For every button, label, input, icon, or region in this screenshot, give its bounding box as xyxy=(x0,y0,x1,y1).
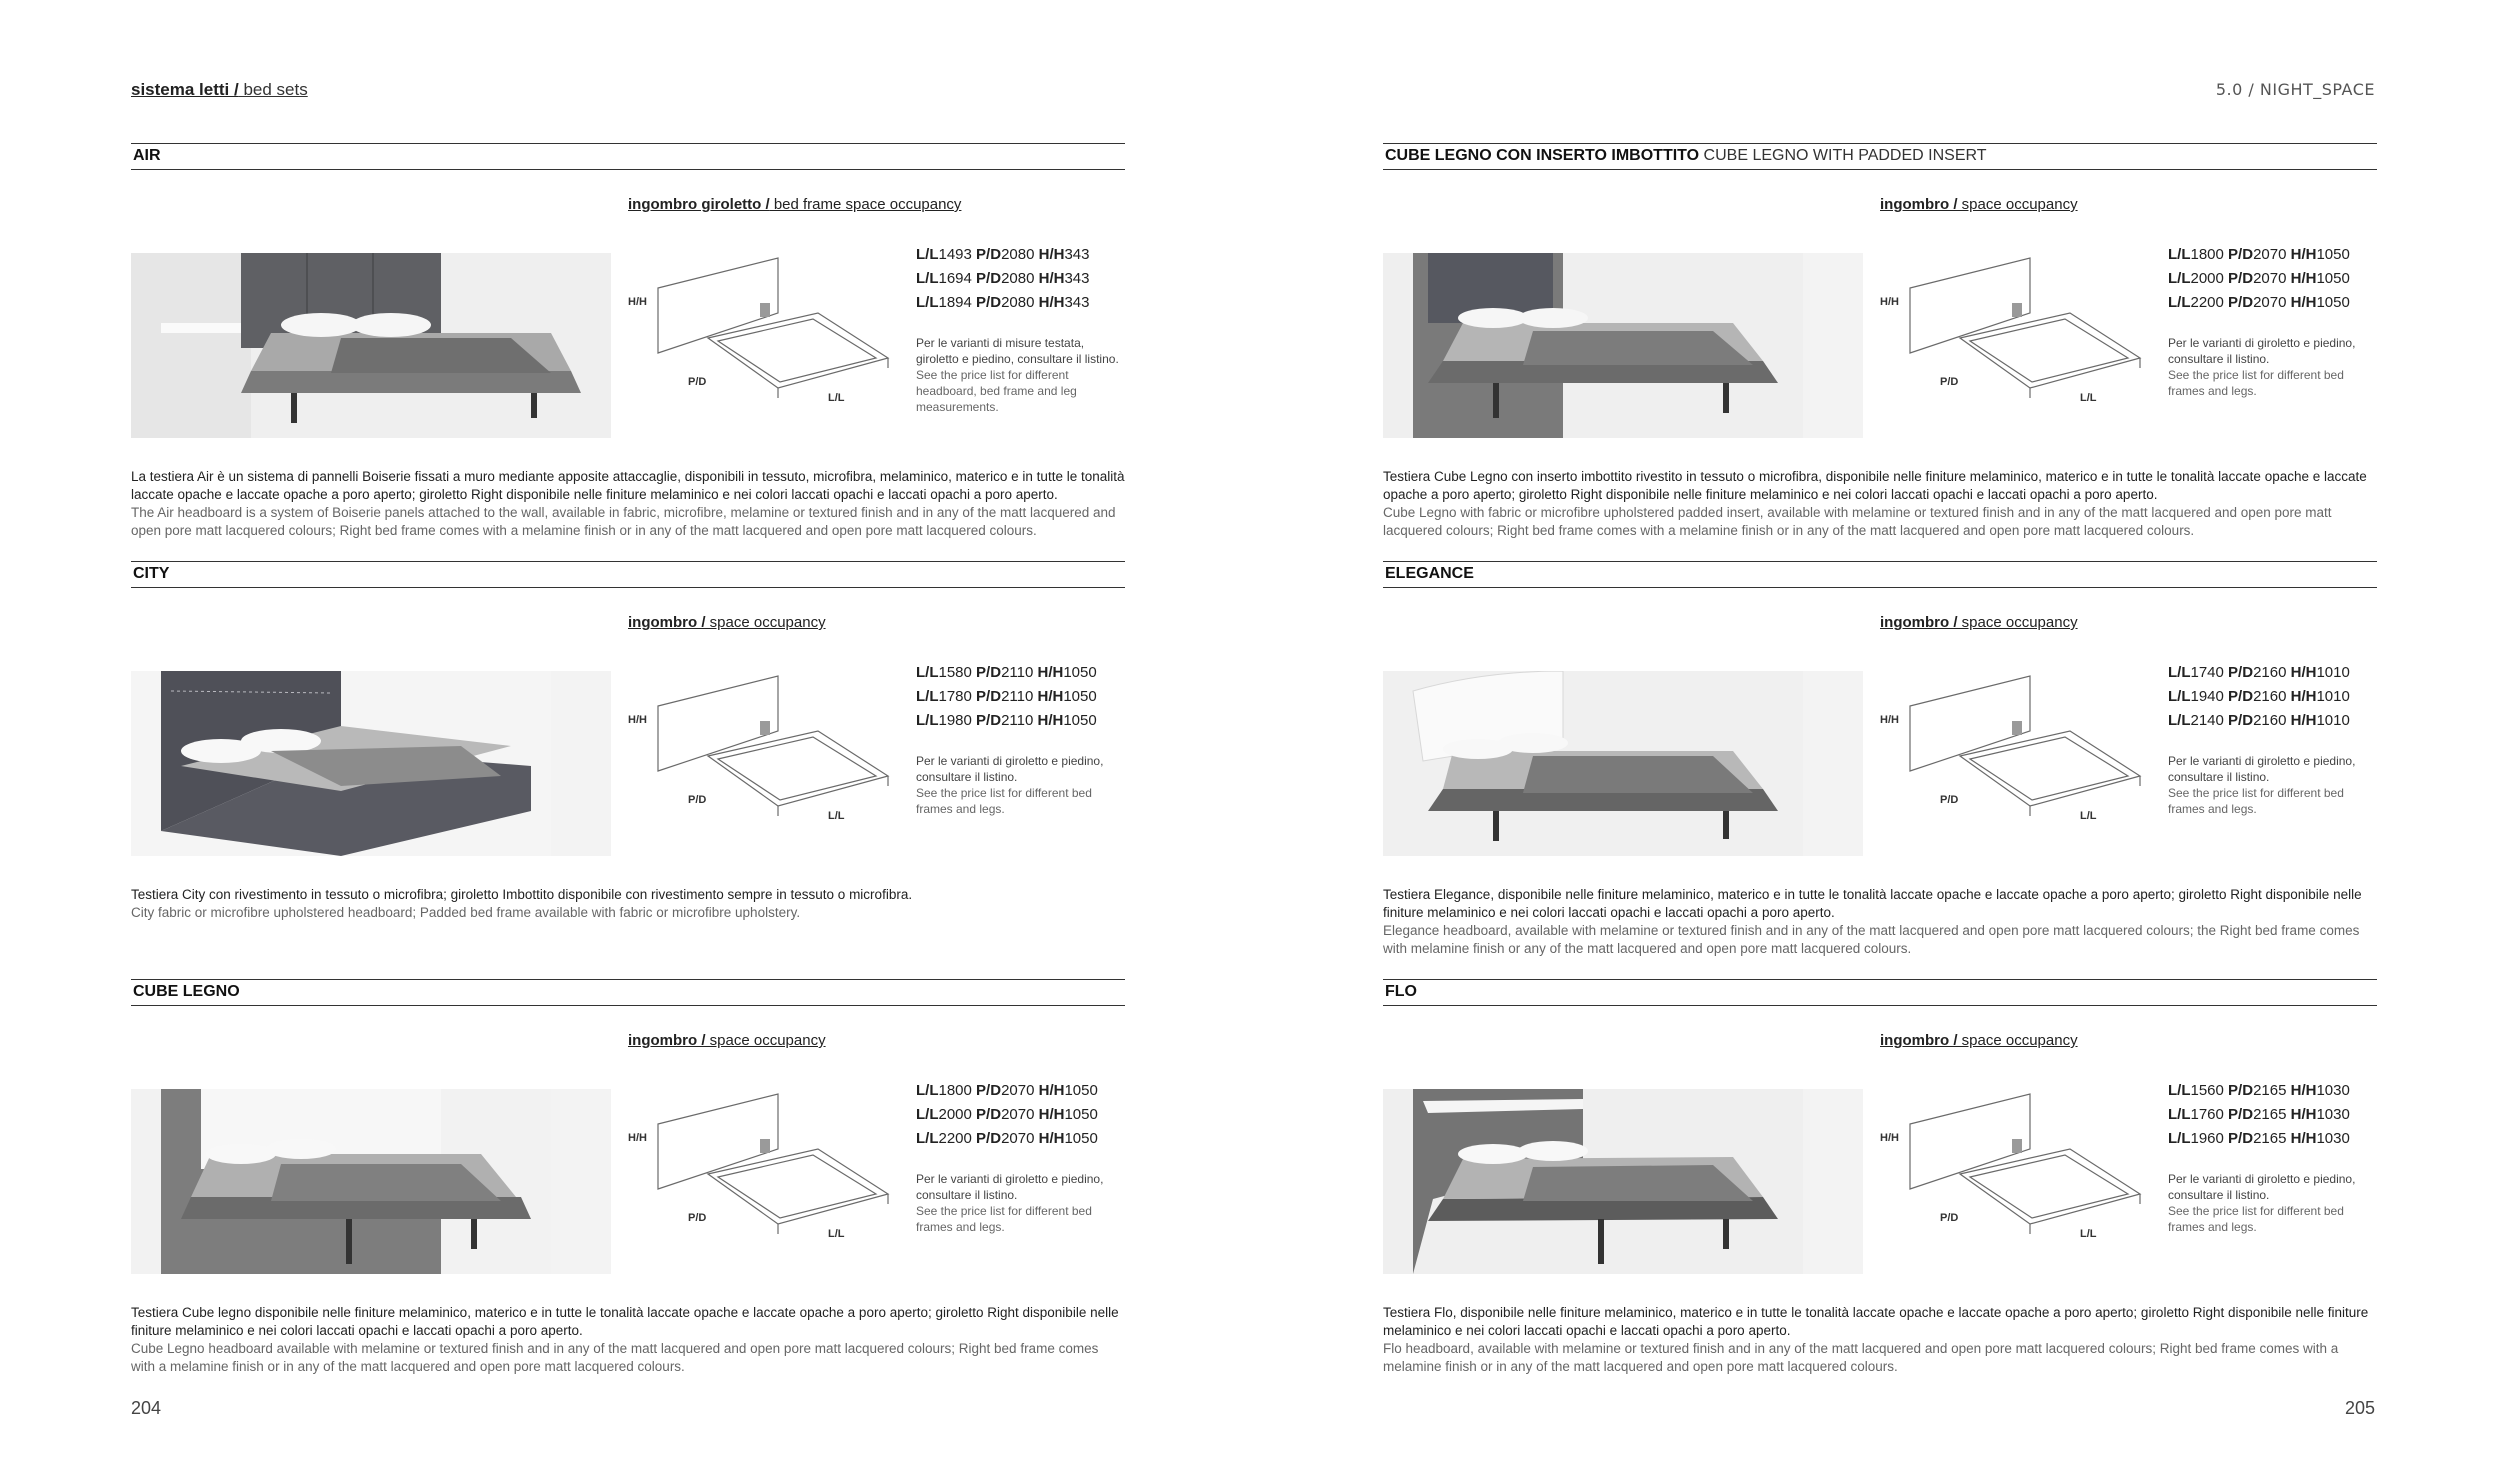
section-title-main: FLO xyxy=(1385,983,1417,1000)
section-title xyxy=(133,147,161,165)
section-description xyxy=(1383,1304,2377,1376)
dimension-row xyxy=(916,267,1089,291)
dim-l-value: 2000 xyxy=(938,1106,972,1123)
section-title xyxy=(133,565,169,583)
description-en: Cube Legno headboard available with melamine or textured finish and in any of the matt lacquered and open pore matt lacquered colours; Right bed frame comes with a melamine finish or in any of the matt lacquered and open pore matt lacquered colours. xyxy=(131,1341,1099,1374)
dim-p-label: P/D xyxy=(976,246,1002,263)
dim-l-label: L/L xyxy=(916,270,939,287)
dim-h-label: H/H xyxy=(2290,1082,2317,1099)
running-head-bold: sistema letti / xyxy=(131,80,239,99)
dimensions-note-en: See the price list for different headboard, bed frame and leg measurements. xyxy=(916,368,1077,414)
section-description xyxy=(131,886,1125,922)
section-header xyxy=(131,143,1125,170)
section-header xyxy=(1383,979,2377,1006)
dim-h-label: H/H xyxy=(1037,688,1064,705)
dim-p-label: P/D xyxy=(976,1106,1002,1123)
occupancy-caption-bold: ingombro / xyxy=(1880,1032,1958,1049)
dim-l-label: L/L xyxy=(916,688,939,705)
dim-p-value: 2110 xyxy=(1001,664,1034,681)
dim-l-label: L/L xyxy=(2168,246,2191,263)
dim-p-value: 2160 xyxy=(2253,688,2287,705)
dimension-row xyxy=(916,709,1097,733)
running-head-light: bed sets xyxy=(238,80,308,99)
dim-l-label: L/L xyxy=(2168,664,2191,681)
dim-h-value: 343 xyxy=(1064,294,1090,311)
dim-l-label: L/L xyxy=(916,294,939,311)
diagram-label-l: L/L xyxy=(828,1228,845,1240)
dimensions-list xyxy=(2168,243,2350,315)
dim-l-value: 1694 xyxy=(938,270,972,287)
diagram-label-h: H/H xyxy=(1880,1132,1899,1144)
dim-h-value: 1050 xyxy=(2316,294,2350,311)
dim-h-value: 1030 xyxy=(2316,1106,2350,1123)
description-it: Testiera Elegance, disponibile nelle finiture melaminico, materico e in tutte le tonalità laccate opache e laccate opache a poro aperto; giroletto Right disponibile nelle finiture melaminico e nei colori laccati opachi e laccati opachi a poro aperto. xyxy=(1383,887,2362,920)
dim-h-value: 1050 xyxy=(1063,688,1097,705)
dim-l-label: L/L xyxy=(2168,1082,2191,1099)
dimensions-note-it: Per le varianti di giroletto e piedino, consultare il listino. xyxy=(2168,754,2356,784)
diagram-label-h: H/H xyxy=(1880,714,1899,726)
dimension-row xyxy=(2168,291,2350,315)
bed-photo xyxy=(131,253,611,438)
space-occupancy-diagram xyxy=(1880,1079,2160,1249)
dimension-row xyxy=(2168,267,2350,291)
occupancy-caption xyxy=(628,1032,826,1049)
dimensions-note xyxy=(916,335,1121,415)
bed-photo xyxy=(1383,671,1863,856)
section-flo xyxy=(1383,979,2377,1397)
dim-l-value: 1760 xyxy=(2190,1106,2224,1123)
dim-h-value: 1050 xyxy=(1063,664,1097,681)
dim-l-value: 1980 xyxy=(938,712,972,729)
dim-l-label: L/L xyxy=(916,712,939,729)
dim-h-value: 1050 xyxy=(1064,1082,1098,1099)
dimensions-note xyxy=(2168,1171,2373,1235)
diagram-label-p: P/D xyxy=(1940,376,1959,388)
occupancy-caption xyxy=(628,614,826,631)
diagram-label-p: P/D xyxy=(688,376,707,388)
bed-photo xyxy=(1383,1089,1863,1274)
space-occupancy-diagram xyxy=(628,1079,908,1249)
description-en: The Air headboard is a system of Boiserie panels attached to the wall, available in fabric, microfibre, melamine or textured finish and in any of the matt lacquered and open pore matt lacquered colours; Right bed frame comes with a melamine finish or in any of the matt lacquered and open pore matt lacquered colours. xyxy=(131,505,1116,538)
section-description xyxy=(1383,886,2377,958)
dimension-row xyxy=(916,1127,1098,1151)
dim-h-label: H/H xyxy=(1038,1130,1065,1147)
dim-l-value: 1780 xyxy=(938,688,972,705)
dim-h-label: H/H xyxy=(2290,1130,2317,1147)
dim-h-value: 1010 xyxy=(2316,664,2350,681)
description-it: Testiera Cube legno disponibile nelle finiture melaminico, materico e in tutte le tonalità laccate opache e laccate opache a poro aperto; giroletto Right disponibile nelle finiture melaminico e nei colori laccati opachi e laccati opachi a poro aperto. xyxy=(131,1305,1119,1338)
dimension-row xyxy=(2168,661,2350,685)
dim-p-value: 2165 xyxy=(2253,1082,2287,1099)
dim-p-label: P/D xyxy=(2228,1130,2254,1147)
dim-h-label: H/H xyxy=(2290,270,2317,287)
section-title xyxy=(1385,983,1417,1001)
dim-h-value: 1030 xyxy=(2316,1130,2350,1147)
dim-p-value: 2165 xyxy=(2253,1106,2287,1123)
dim-p-label: P/D xyxy=(2228,294,2254,311)
occupancy-caption-light: bed frame space occupancy xyxy=(769,196,962,213)
dimension-row xyxy=(2168,685,2350,709)
dimension-row xyxy=(2168,1079,2350,1103)
dim-l-value: 2000 xyxy=(2190,270,2224,287)
occupancy-caption-light: space occupancy xyxy=(1957,1032,2078,1049)
dim-h-value: 343 xyxy=(1064,270,1090,287)
occupancy-caption-bold: ingombro / xyxy=(628,614,706,631)
occupancy-caption-bold: ingombro / xyxy=(1880,614,1958,631)
bed-photo xyxy=(1383,253,1863,438)
dimensions-note-it: Per le varianti di giroletto e piedino, consultare il listino. xyxy=(916,1172,1104,1202)
dim-p-value: 2080 xyxy=(1001,270,1035,287)
dim-p-value: 2165 xyxy=(2253,1130,2287,1147)
space-occupancy-diagram xyxy=(1880,661,2160,831)
section-title-main: AIR xyxy=(133,147,161,164)
dim-l-label: L/L xyxy=(916,664,939,681)
dimensions-note-en: See the price list for different bed frames and legs. xyxy=(916,786,1092,816)
diagram-label-l: L/L xyxy=(2080,392,2097,404)
section-title-main: CUBE LEGNO xyxy=(133,983,240,1000)
description-en: Cube Legno with fabric or microfibre upholstered padded insert, available with melamine or textured finish and in any of the matt lacquered and open pore matt lacquered colours; Right bed frame comes with a melamine finish or in any of the matt lacquered and open pore matt lacquered colours. xyxy=(1383,505,2332,538)
dimensions-note xyxy=(916,753,1121,817)
occupancy-caption-light: space occupancy xyxy=(705,1032,826,1049)
dim-l-value: 1894 xyxy=(938,294,972,311)
section-title-sub: CUBE LEGNO WITH PADDED INSERT xyxy=(1699,147,1987,164)
diagram-label-p: P/D xyxy=(1940,1212,1959,1224)
section-title xyxy=(133,983,240,1001)
dim-l-label: L/L xyxy=(916,1130,939,1147)
dim-l-value: 1800 xyxy=(938,1082,972,1099)
description-it: Testiera Cube Legno con inserto imbottito rivestito in tessuto o microfibra, disponibile nelle finiture melaminico, materico e in tutte le tonalità laccate opache e laccate opache a poro aperto; giroletto Right disponibile nelle finiture melaminico e nei colori laccati opachi e laccati opachi a poro aperto. xyxy=(1383,469,2367,502)
dim-l-label: L/L xyxy=(916,1082,939,1099)
section-title-main: CITY xyxy=(133,565,170,582)
dim-h-label: H/H xyxy=(1038,246,1065,263)
section-description xyxy=(1383,468,2377,540)
dim-h-label: H/H xyxy=(1038,1082,1065,1099)
dim-p-value: 2070 xyxy=(2253,270,2287,287)
occupancy-caption-light: space occupancy xyxy=(1957,196,2078,213)
dimension-row xyxy=(916,243,1089,267)
dim-l-value: 1800 xyxy=(2190,246,2224,263)
dim-h-value: 1010 xyxy=(2316,712,2350,729)
dimension-row xyxy=(2168,1127,2350,1151)
dim-h-label: H/H xyxy=(1038,1106,1065,1123)
dim-h-label: H/H xyxy=(1038,294,1065,311)
dim-l-value: 1960 xyxy=(2190,1130,2224,1147)
dim-h-value: 343 xyxy=(1064,246,1090,263)
bed-photo xyxy=(131,1089,611,1274)
description-it: Testiera Flo, disponibile nelle finiture melaminico, materico e in tutte le tonalità laccate opache e laccate opache a poro aperto; giroletto Right disponibile nelle finiture melaminico e nei colori laccati opachi e laccati opachi a poro aperto. xyxy=(1383,1305,2369,1338)
dim-h-label: H/H xyxy=(2290,688,2317,705)
dim-p-label: P/D xyxy=(2228,1106,2254,1123)
dim-p-label: P/D xyxy=(2228,270,2254,287)
dimensions-list xyxy=(2168,1079,2350,1151)
diagram-label-l: L/L xyxy=(828,392,845,404)
dim-l-label: L/L xyxy=(916,246,939,263)
section-description xyxy=(131,1304,1125,1376)
dim-h-label: H/H xyxy=(2290,1106,2317,1123)
section-city xyxy=(131,561,1125,979)
dim-h-label: H/H xyxy=(2290,712,2317,729)
section-header xyxy=(1383,561,2377,588)
diagram-label-p: P/D xyxy=(688,794,707,806)
dim-l-value: 1940 xyxy=(2190,688,2224,705)
dimension-row xyxy=(916,1079,1098,1103)
dimensions-list xyxy=(2168,661,2350,733)
dimension-row xyxy=(916,1103,1098,1127)
dim-h-value: 1050 xyxy=(1064,1130,1098,1147)
dim-p-label: P/D xyxy=(976,1082,1002,1099)
dim-l-value: 1580 xyxy=(938,664,972,681)
dimensions-note-it: Per le varianti di giroletto e piedino, consultare il listino. xyxy=(2168,1172,2356,1202)
section-cube-legno-padded xyxy=(1383,143,2377,561)
dimensions-note xyxy=(2168,335,2373,399)
occupancy-caption-light: space occupancy xyxy=(705,614,826,631)
dim-p-value: 2070 xyxy=(1001,1130,1035,1147)
dim-l-label: L/L xyxy=(2168,712,2191,729)
dimensions-note-en: See the price list for different bed frames and legs. xyxy=(2168,368,2344,398)
section-title xyxy=(1385,147,1987,165)
dim-h-value: 1050 xyxy=(2316,246,2350,263)
dim-l-label: L/L xyxy=(2168,1130,2191,1147)
dim-l-label: L/L xyxy=(916,1106,939,1123)
occupancy-caption xyxy=(1880,1032,2078,1049)
dim-h-value: 1050 xyxy=(1064,1106,1098,1123)
dimensions-note-en: See the price list for different bed frames and legs. xyxy=(2168,786,2344,816)
dim-h-label: H/H xyxy=(1037,712,1064,729)
dim-p-value: 2110 xyxy=(1001,688,1034,705)
diagram-label-h: H/H xyxy=(628,1132,647,1144)
dimension-row xyxy=(2168,709,2350,733)
dim-p-label: P/D xyxy=(2228,712,2254,729)
description-en: City fabric or microfibre upholstered headboard; Padded bed frame available with fabric or microfibre upholstery. xyxy=(131,905,801,920)
dim-p-value: 2070 xyxy=(1001,1082,1035,1099)
space-occupancy-diagram xyxy=(1880,243,2160,413)
dimensions-note-it: Per le varianti di giroletto e piedino, consultare il listino. xyxy=(916,754,1104,784)
space-occupancy-diagram xyxy=(628,243,908,413)
description-en: Flo headboard, available with melamine or textured finish and in any of the matt lacquered and open pore matt lacquered colours; Right bed frame comes with a melamine finish or in any of the matt lacquered and open pore matt lacquered colours. xyxy=(1383,1341,2339,1374)
section-title xyxy=(1385,565,1474,583)
running-head-right: 5.0 / NIGHT_SPACE xyxy=(2215,80,2375,99)
section-header xyxy=(1383,143,2377,170)
dim-h-label: H/H xyxy=(1037,664,1064,681)
dimensions-note xyxy=(916,1171,1121,1235)
dim-p-label: P/D xyxy=(2228,246,2254,263)
dim-h-label: H/H xyxy=(2290,294,2317,311)
description-it: La testiera Air è un sistema di pannelli Boiserie fissati a muro mediante apposite attaccaglie, disponibili in tessuto, microfibra, melaminico, materico e in tutte le tonalità laccate opache e laccate opache a poro aperto; giroletto Right disponibile nelle finiture melaminico e nei colori laccati opachi e laccati opachi a poro aperto. xyxy=(131,469,1125,502)
section-header xyxy=(131,561,1125,588)
dim-l-value: 1560 xyxy=(2190,1082,2224,1099)
section-title-main: ELEGANCE xyxy=(1385,565,1474,582)
occupancy-caption xyxy=(1880,614,2078,631)
dim-p-label: P/D xyxy=(2228,664,2254,681)
diagram-label-p: P/D xyxy=(688,1212,707,1224)
dimensions-note-it: Per le varianti di giroletto e piedino, consultare il listino. xyxy=(2168,336,2356,366)
dimensions-note-it: Per le varianti di misure testata, giroletto e piedino, consultare il listino. xyxy=(916,336,1119,366)
section-elegance xyxy=(1383,561,2377,979)
occupancy-caption xyxy=(1880,196,2078,213)
diagram-label-l: L/L xyxy=(2080,810,2097,822)
dimension-row xyxy=(2168,243,2350,267)
diagram-label-l: L/L xyxy=(2080,1228,2097,1240)
dim-l-value: 2200 xyxy=(2190,294,2224,311)
dim-p-value: 2160 xyxy=(2253,712,2287,729)
dim-h-label: H/H xyxy=(2290,246,2317,263)
dim-l-label: L/L xyxy=(2168,688,2191,705)
dimension-row xyxy=(916,291,1089,315)
diagram-label-p: P/D xyxy=(1940,794,1959,806)
section-air xyxy=(131,143,1125,561)
page-number-right: 205 xyxy=(2344,1398,2375,1418)
dim-l-label: L/L xyxy=(2168,294,2191,311)
occupancy-caption-light: space occupancy xyxy=(1957,614,2078,631)
section-title-main: CUBE LEGNO CON INSERTO IMBOTTITO xyxy=(1385,147,1700,164)
dimensions-note-en: See the price list for different bed frames and legs. xyxy=(2168,1204,2344,1234)
dimensions-note xyxy=(2168,753,2373,817)
dimension-row xyxy=(2168,1103,2350,1127)
dim-h-label: H/H xyxy=(2290,664,2317,681)
bed-photo xyxy=(131,671,611,856)
description-it: Testiera City con rivestimento in tessuto o microfibra; giroletto Imbottito disponibile con rivestimento sempre in tessuto o microfibra. xyxy=(131,887,913,902)
dim-p-value: 2070 xyxy=(1001,1106,1035,1123)
dimensions-list xyxy=(916,243,1089,315)
page-number-left: 204 xyxy=(131,1398,162,1418)
dimensions-list xyxy=(916,661,1097,733)
dim-l-value: 1493 xyxy=(938,246,972,263)
dim-p-label: P/D xyxy=(976,294,1002,311)
space-occupancy-diagram xyxy=(628,661,908,831)
dim-h-value: 1030 xyxy=(2316,1082,2350,1099)
dim-p-value: 2070 xyxy=(2253,294,2287,311)
diagram-label-l: L/L xyxy=(828,810,845,822)
dim-p-label: P/D xyxy=(2228,688,2254,705)
dim-h-value: 1050 xyxy=(1063,712,1097,729)
dim-l-value: 2140 xyxy=(2190,712,2224,729)
section-description xyxy=(131,468,1125,540)
dimension-row xyxy=(916,685,1097,709)
diagram-label-h: H/H xyxy=(628,296,647,308)
occupancy-caption-bold: ingombro giroletto / xyxy=(628,196,770,213)
dim-h-value: 1010 xyxy=(2316,688,2350,705)
dim-p-label: P/D xyxy=(2228,1082,2254,1099)
description-en: Elegance headboard, available with melamine or textured finish and in any of the matt lacquered and open pore matt lacquered colours; the Right bed frame comes with melamine finish or any of the matt lacquered and open pore matt lacquered colours. xyxy=(1383,923,2360,956)
section-cube-legno xyxy=(131,979,1125,1397)
occupancy-caption xyxy=(628,196,961,213)
dimensions-note-en: See the price list for different bed frames and legs. xyxy=(916,1204,1092,1234)
dim-p-value: 2160 xyxy=(2253,664,2287,681)
dim-p-value: 2080 xyxy=(1001,246,1035,263)
dim-p-label: P/D xyxy=(976,664,1002,681)
dim-p-value: 2080 xyxy=(1001,294,1035,311)
diagram-label-h: H/H xyxy=(1880,296,1899,308)
dim-l-label: L/L xyxy=(2168,270,2191,287)
dim-h-value: 1050 xyxy=(2316,270,2350,287)
dim-l-label: L/L xyxy=(2168,1106,2191,1123)
dim-p-label: P/D xyxy=(976,688,1002,705)
dim-l-value: 2200 xyxy=(938,1130,972,1147)
dim-l-value: 1740 xyxy=(2190,664,2224,681)
dim-h-label: H/H xyxy=(1038,270,1065,287)
section-header xyxy=(131,979,1125,1006)
diagram-label-h: H/H xyxy=(628,714,647,726)
occupancy-caption-bold: ingombro / xyxy=(628,1032,706,1049)
dimension-row xyxy=(916,661,1097,685)
dim-p-label: P/D xyxy=(976,1130,1002,1147)
dim-p-value: 2110 xyxy=(1001,712,1034,729)
dim-p-label: P/D xyxy=(976,270,1002,287)
dimensions-list xyxy=(916,1079,1098,1151)
running-head-left xyxy=(131,80,308,100)
dim-p-value: 2070 xyxy=(2253,246,2287,263)
occupancy-caption-bold: ingombro / xyxy=(1880,196,1958,213)
dim-p-label: P/D xyxy=(976,712,1002,729)
